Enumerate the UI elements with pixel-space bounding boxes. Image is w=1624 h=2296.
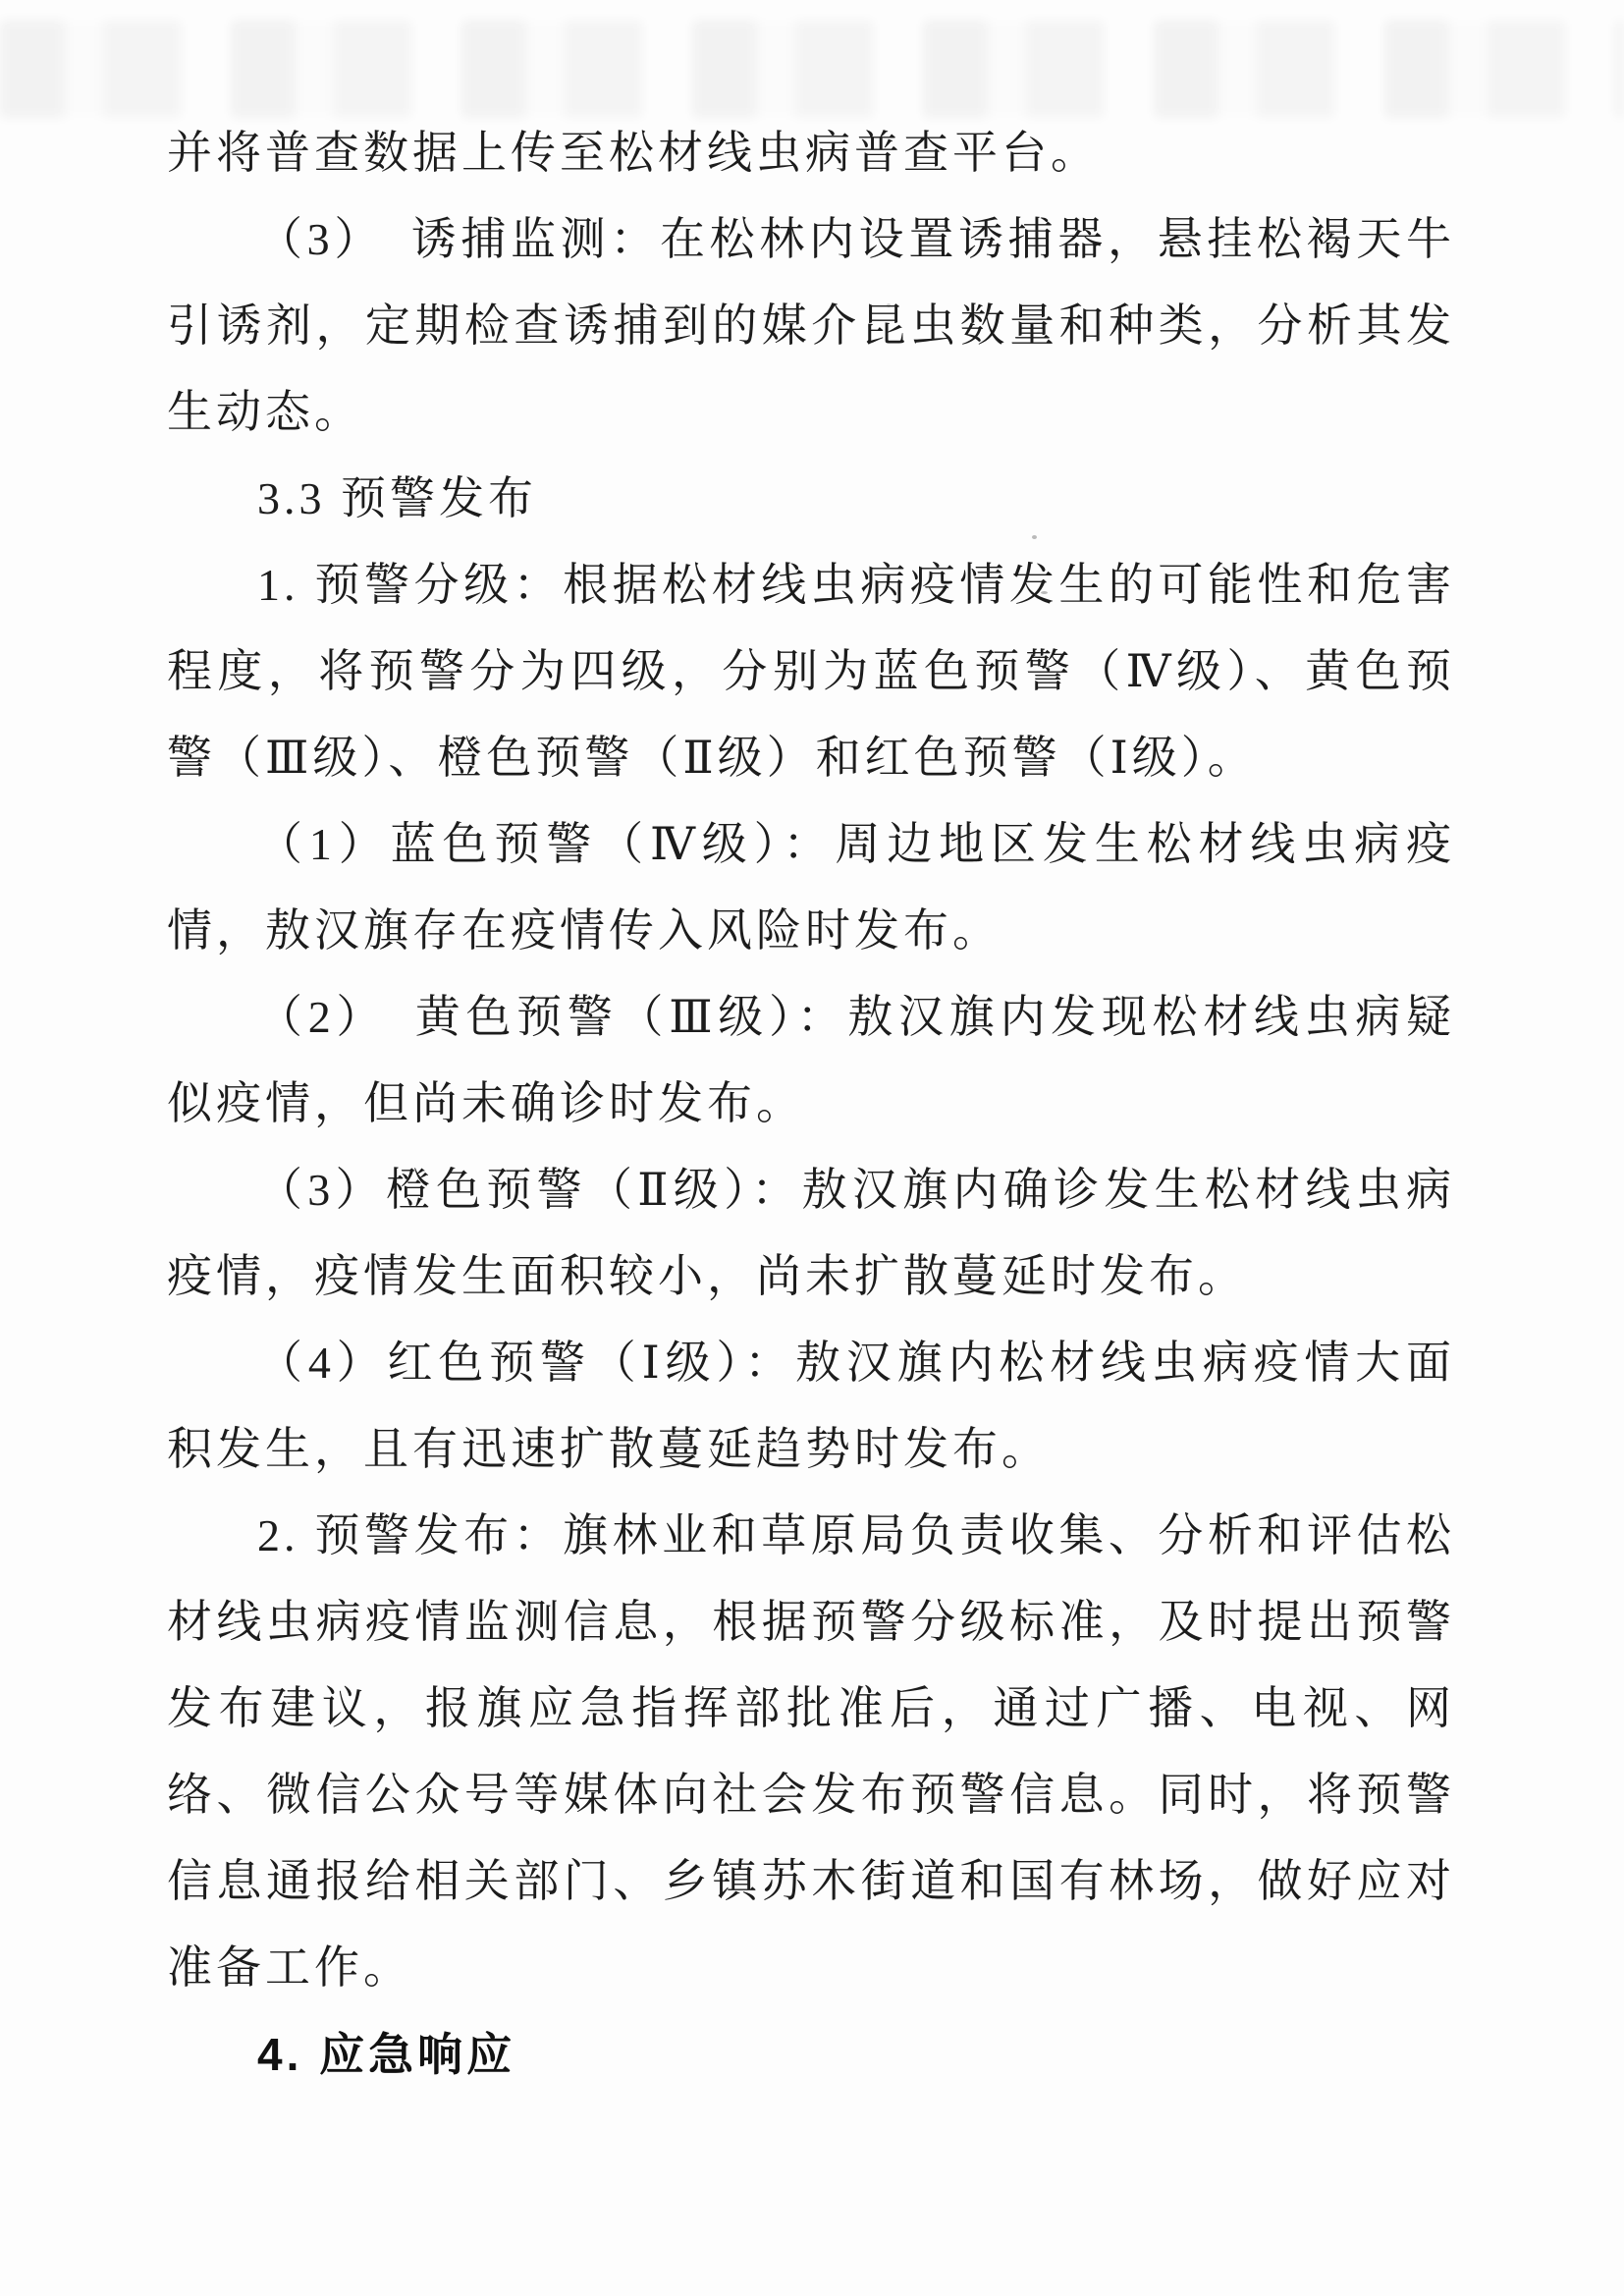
subsection-heading-warning-release: 3.3 预警发布 bbox=[257, 473, 537, 523]
document-body bbox=[167, 110, 1455, 2098]
paragraph-orange-warning: （3）橙色预警（Ⅱ级）：敖汉旗内确诊发生松材线虫病疫情，疫情发生面积较小，尚未扩散蔓延时发布。 bbox=[167, 1165, 1455, 1301]
paragraph-survey-data-upload: 并将普查数据上传至松材线虫病普查平台。 bbox=[167, 128, 1100, 178]
paragraph-warning-levels: 1. 预警分级：根据松材线虫病疫情发生的可能性和危害程度，将预警分为四级，分别为蓝色预警（Ⅳ级）、黄色预警（Ⅲ级）、橙色预警（Ⅱ级）和红色预警（Ⅰ级）。 bbox=[167, 560, 1455, 783]
paragraph-warning-publication: 2. 预警发布：旗林业和草原局负责收集、分析和评估松材线虫病疫情监测信息，根据预警分级标准，及时提出预警发布建议，报旗应急指挥部批准后，通过广播、电视、网络、微信公众号等媒体向社会发布预警信息。同时，将预警信息通报给相关部门、乡镇苏木街道和国有林场，做好应对准备工作。 bbox=[167, 1510, 1455, 1993]
section-heading-emergency-response: 4. 应急响应 bbox=[257, 2029, 516, 2080]
paragraph-yellow-warning: （2） 黄色预警（Ⅲ级）：敖汉旗内发现松材线虫病疑似疫情，但尚未确诊时发布。 bbox=[167, 992, 1455, 1128]
paragraph-trap-monitoring: （3） 诱捕监测：在松林内设置诱捕器，悬挂松褐天牛引诱剂，定期检查诱捕到的媒介昆虫数量和种类，分析其发生动态。 bbox=[167, 214, 1455, 437]
paragraph-blue-warning: （1）蓝色预警（Ⅳ级）：周边地区发生松材线虫病疫情，敖汉旗存在疫情传入风险时发布。 bbox=[167, 819, 1455, 956]
scan-artifact-band bbox=[0, 20, 1624, 118]
paragraph-red-warning: （4）红色预警（Ⅰ级）：敖汉旗内松材线虫病疫情大面积发生，且有迅速扩散蔓延趋势时发布。 bbox=[167, 1338, 1455, 1474]
